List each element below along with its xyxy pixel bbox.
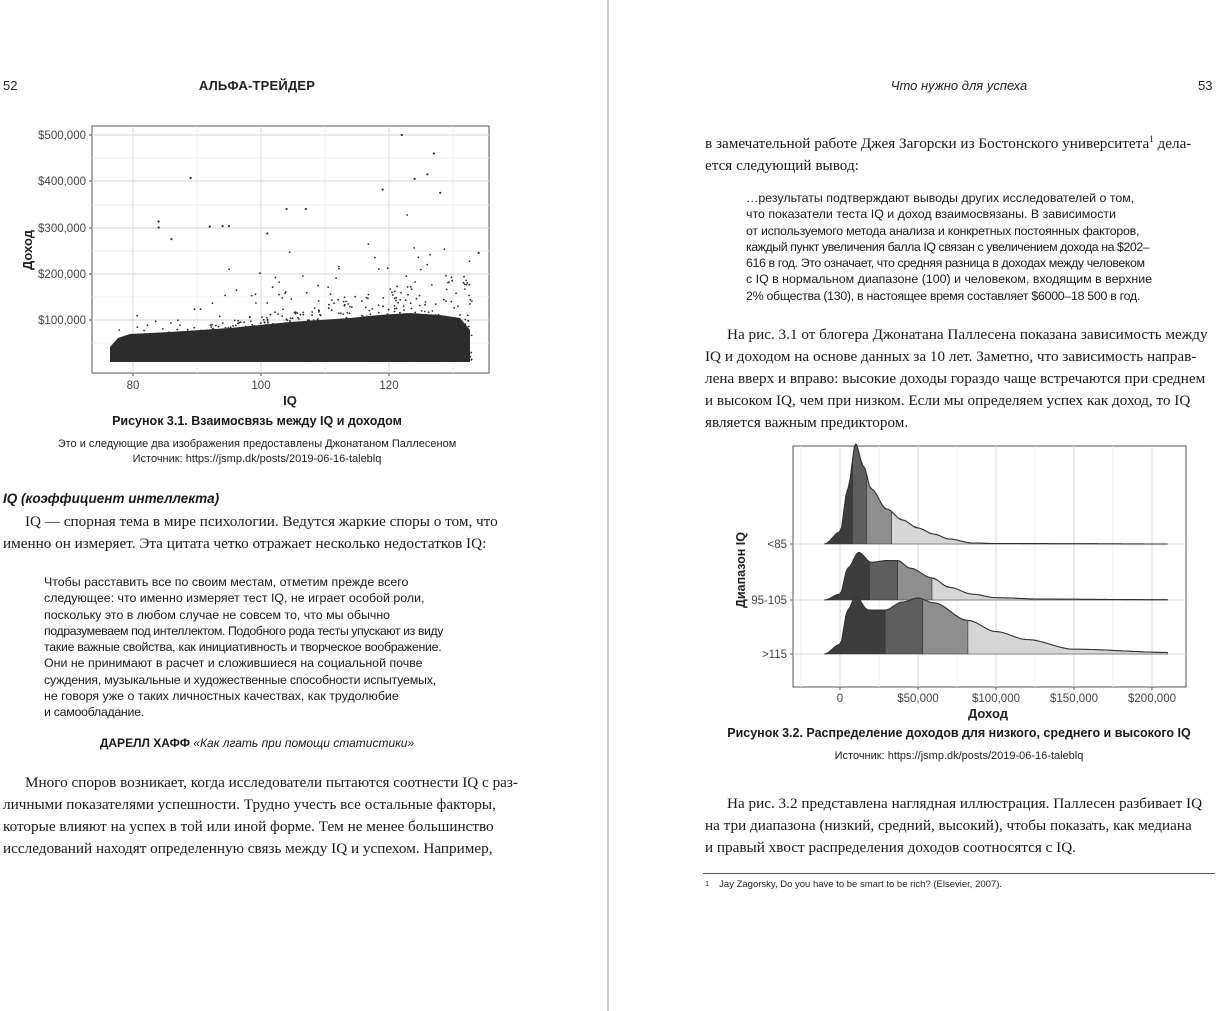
text-line: и высоком IQ, чем при низком. Если мы определяем успех как доход, то IQ — [705, 392, 1191, 409]
text-line: является важным предиктором. — [705, 414, 909, 431]
y-tick-label: $200,000 — [38, 269, 86, 281]
quote-line: 616 в год. Это означает, что средняя разница в доходах между человеком — [746, 256, 1145, 271]
page-spine-divider — [607, 0, 609, 1011]
text-line: и правый хвост распределения доходов соотносятся с IQ. — [705, 839, 1076, 856]
x-tick-label: 100 — [251, 380, 271, 392]
x-tick-label: 0 — [836, 693, 844, 705]
ridgeline-y-tick-labels — [751, 539, 787, 661]
y-tick-label: $100,000 — [38, 315, 86, 327]
middle-paragraph-right — [705, 324, 1217, 434]
x-tick-label: $50,000 — [897, 693, 939, 705]
x-tick-label: $200,000 — [1128, 693, 1176, 705]
x-tick-label: 80 — [126, 380, 140, 392]
section-heading-iq: IQ (коэффициент интеллекта) — [3, 491, 220, 506]
text-line: личными показателями успешности. Трудно учесть все остальные факторы, — [3, 796, 496, 813]
footnote-ref-1[interactable]: 1 — [1149, 134, 1154, 144]
scatter-y-axis-title: Доход — [20, 230, 35, 270]
figure-3-2-ridgeline-chart — [715, 438, 1195, 723]
text-line: именно он измеряет. Эта цитата четко отражает несколько недостатков IQ: — [3, 535, 487, 552]
quote-line: что показатели теста IQ и доход взаимосвязаны. В зависимости — [746, 207, 1116, 222]
figure-3-2-caption-title: Рисунок 3.2. Распределение доходов для низкого, среднего и высокого IQ — [727, 726, 1191, 740]
figure-3-1-caption-note-credit: Это и следующие два изображения предоставлены Джонатаном Паллесеном — [57, 438, 457, 450]
quote-line: и самообладание. — [44, 705, 144, 720]
running-head-book-title: АЛЬФА-ТРЕЙДЕР — [198, 78, 316, 93]
figure-3-1-scatter-chart — [0, 115, 510, 415]
text-line: На рис. 3.2 представлена наглядная иллюстрация. Паллесен разбивает IQ — [727, 795, 1203, 812]
page-number-left: 52 — [3, 78, 18, 93]
footnote-1 — [705, 879, 1002, 890]
y-tick-label: $500,000 — [38, 130, 86, 142]
quote-line: …результаты подтверждают выводы других исследователей о том, — [746, 191, 1135, 205]
opening-paragraph-right — [705, 128, 1217, 177]
x-tick-label: $100,000 — [972, 693, 1020, 705]
quote-line: с IQ в нормальном диапазоне (100) и человеком, входящим в верхние — [746, 272, 1153, 287]
scatter-x-axis-title: IQ — [283, 393, 297, 408]
text-line: лена вверх и вправо: высокие доходы гораздо чаще встречаются при среднем — [705, 370, 1206, 387]
ridgeline-y-axis-title: Диапазон IQ — [734, 532, 748, 608]
quote-line: такие важные свойства, как инициативность и творческое воображение. — [44, 640, 442, 655]
footnote-marker: 1 — [705, 879, 710, 888]
y-tick-label: $400,000 — [38, 176, 86, 188]
text-segment: в замечательной работе Джея Загорски из Бостонского университета — [705, 135, 1150, 153]
x-tick-label: $150,000 — [1050, 693, 1098, 705]
y-category-label: <85 — [767, 539, 787, 551]
ridgeline-x-axis-title: Доход — [968, 706, 1008, 721]
quote-line: Они не принимают в расчет и сложившиеся на социальной почве — [44, 656, 423, 671]
quote-line: от используемого метода анализа и конкретных постоянных факторов, — [746, 223, 1140, 238]
quote-line: поскольку это в любом случае не совсем то, что мы обычно — [44, 607, 391, 622]
page-number-right: 53 — [1198, 78, 1213, 93]
quote-line: каждый пункт увеличения балла IQ связан с увеличением дохода на $202– — [746, 239, 1150, 254]
quote-line: суждения, музыкальные и художественные способности испытуемых, — [44, 672, 436, 687]
ridgeline-x-tick-labels — [837, 693, 1176, 705]
y-tick-label: $300,000 — [38, 223, 86, 235]
text-line: Много споров возникает, когда исследователи пытаются соотнести IQ с раз- — [25, 774, 518, 791]
running-head-chapter-title: Что нужно для успеха — [890, 78, 1028, 93]
footnote-rule — [703, 873, 1215, 874]
x-tick-label: 120 — [379, 380, 399, 392]
y-category-label: >115 — [761, 649, 787, 661]
blockquote-huff — [44, 574, 472, 721]
blockquote-zagorsky — [746, 190, 1178, 304]
figure-3-1-caption-title: Рисунок 3.1. Взаимосвязь между IQ и доходом — [112, 414, 402, 428]
quote-line: подразумеваем под интеллектом. Подобного рода тесты упускают из виду — [44, 623, 443, 638]
text-line: исследований находят определенную связь между IQ и успехом. Например, — [3, 840, 493, 857]
text-line: ется следующий вывод: — [705, 157, 859, 175]
text-line — [705, 128, 1217, 155]
text-line: На рис. 3.1 от блогера Джонатана Паллесена показана зависимость между — [727, 326, 1208, 343]
quote-attribution — [0, 736, 514, 750]
text-line: IQ и доходом на основе данных за 10 лет. Заметно, что зависимость направ- — [705, 348, 1197, 365]
scatter-y-tick-labels — [38, 130, 86, 327]
closing-paragraph-right — [705, 793, 1217, 859]
intro-paragraph — [3, 511, 515, 555]
scatter-x-tick-labels — [127, 380, 399, 392]
quote-line: не говоря уже о таких личностных качествах, как трудолюбие — [44, 689, 399, 704]
quote-line: Чтобы расставить все по своим местам, отметим прежде всего — [44, 575, 409, 589]
attribution-author: ДАРЕЛЛ ХАФФ — [99, 736, 190, 750]
quote-line: следующее: что именно измеряет тест IQ, не играет особой роли, — [44, 591, 425, 606]
footnote-text: Jay Zagorsky, Do you have to be smart to be rich? (Elsevier, 2007). — [719, 879, 1003, 890]
text-segment: дела- — [1153, 135, 1192, 153]
text-line: которые влияют на успех в той или иной форме. Тем не менее большинство — [3, 818, 494, 835]
y-category-label: 95-105 — [751, 595, 787, 607]
text-line: на три диапазона (низкий, средний, высокий), чтобы показать, как медиана — [705, 817, 1192, 834]
quote-line: 2% общества (130), в настоящее время составляет $6000–18 500 в год. — [746, 288, 1140, 303]
closing-paragraph-left — [3, 772, 518, 860]
text-line: IQ — спорная тема в мире психологии. Ведутся жаркие споры о том, что — [25, 513, 498, 530]
attribution-work: «Как лгать при помощи статистики» — [193, 736, 415, 750]
figure-3-1-caption-note-source: Источник: https://jsmp.dk/posts/2019-06-16-taleblq — [132, 453, 382, 465]
figure-3-2-caption-source: Источник: https://jsmp.dk/posts/2019-06-16-taleblq — [834, 750, 1084, 762]
